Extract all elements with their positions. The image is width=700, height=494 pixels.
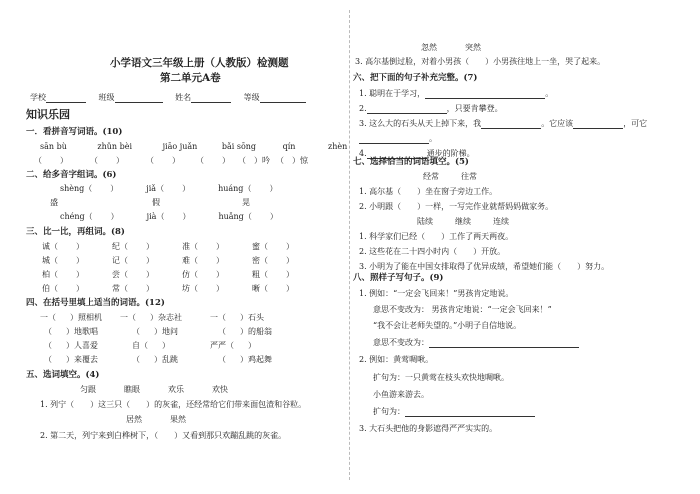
page-subtitle: 第二单元A卷 <box>160 72 221 84</box>
q6-s1: 1. 聪明在于学习， 。 <box>359 89 554 98</box>
q7-s3: 1. 科学家们已经（ ）工作了两天两夜。 <box>359 232 514 241</box>
q7-s5: 3. 小明为了能在中国女排取得了优异成绩，希望她们能（ ）努力。 <box>359 262 610 271</box>
section-title: 知识乐园 <box>26 108 70 121</box>
q4-row3: （ ）人喜爱 自（ ） 严严（ ） <box>44 341 256 350</box>
field-name: 姓名 <box>175 93 192 102</box>
q2-row2: 盛 假 晃 <box>50 198 250 207</box>
q5-sentence3: 3. 高尔基倒过脸，对着小男孩（ ）小男孩往地上一坐，哭了起来。 <box>355 57 606 66</box>
q5-sentence1: 1. 列宁（ ）这三只（ ）的灰雀，还经常给它们带来面包渣和谷粒。 <box>40 400 307 409</box>
q6-heading: 六、把下面的句子补充完整。(7) <box>353 73 478 83</box>
info-fields <box>30 93 306 103</box>
q8-e1c: “我不会让老师失望的。”小明子自信地说。 <box>373 321 522 330</box>
q6-s3: 3. 这么大的石头从天上掉下来，我 。它应该 ，可它 <box>359 119 648 128</box>
q8-e2b: 扩句为：一只黄莺在枝头欢快地啁啾。 <box>373 373 509 382</box>
q8-e2c: 小鱼游来游去。 <box>373 390 429 399</box>
q5-heading: 五、选词填空。(4) <box>26 370 100 380</box>
q8-e1: 1. 例如：“一定会飞回来！”男孩肯定地说。 <box>359 289 514 298</box>
field-school: 学校 <box>30 93 46 102</box>
q1-pinyin-row: sān bù zhǔn bèi jiāo juǎn bǎi sōng qín zhèn <box>40 142 348 151</box>
q7-s4: 2. 这些花在二十四小时内（ ）开放。 <box>359 247 506 256</box>
q5-words3: 忽然 突然 <box>421 43 481 52</box>
q7-words2: 陆续 继续 连续 <box>417 217 509 226</box>
q8-e1b: 意思不变改为： 男孩肯定地说：“一定会飞回来！” <box>373 305 552 314</box>
q4-row4: （ ）来覆去 （ ）乱跳 （ ）鸡起舞 <box>44 355 272 364</box>
q2-heading: 二、给多音字组词。(6) <box>26 170 117 180</box>
q3-heading: 三、比一比，再组词。(8) <box>26 227 125 237</box>
q3-row2: 城（ ） 记（ ） 难（ ） 密（ ） <box>42 256 294 265</box>
q3-row4: 伯（ ） 常（ ） 坊（ ） 晰（ ） <box>42 284 294 293</box>
q4-row1: 一（ ）照相机 一（ ）杂志社 一（ ）石头 <box>40 313 264 322</box>
field-class: 班级 <box>98 93 115 102</box>
q8-heading: 八、照样子写句子。(9) <box>353 273 444 283</box>
q8-e3: 3. 大石头把他的身影遮得严严实实的。 <box>359 424 498 433</box>
page-title: 小学语文三年级上册（人教版）检测题 <box>110 57 289 69</box>
q8-e1d: 意思不变改为： <box>373 338 579 348</box>
q2-row1: shèng（ ） jiǎ（ ） huáng（ ） <box>60 184 278 193</box>
q7-heading: 七、选择恰当的词语填空。(5) <box>353 157 469 167</box>
q4-row2: （ ）地歌唱 （ ）地问 （ ）的船翁 <box>44 327 272 336</box>
q5-words1: 匀跟 瞧眼 欢乐 欢快 <box>80 385 228 394</box>
q7-words1: 经常 往常 <box>423 172 477 181</box>
q6-s4: 4. 通步的阶梯。 <box>359 149 475 158</box>
q7-s2: 2. 小明跟（ ）一样，一写完作业就帮妈妈做家务。 <box>359 202 554 211</box>
q1-blank-row: （ ） （ ） （ ） （ ） （ ）吟 （ ）惊 <box>34 156 308 165</box>
q6-s2: 2. ，只要肯攀登。 <box>359 104 503 113</box>
column-divider <box>349 10 350 480</box>
q2-row3: chéng（ ） jià（ ） huǎng（ ） <box>60 212 278 221</box>
q5-words2: 居然 果然 <box>126 415 186 424</box>
q1-heading: 一．看拼音写词语。(10) <box>26 127 123 137</box>
q4-heading: 四、在括号里填上适当的词语。(12) <box>26 298 165 308</box>
q3-row1: 诚（ ） 纪（ ） 准（ ） 蜜（ ） <box>42 242 294 251</box>
q8-e2: 2. 例如：黄莺啁啾。 <box>359 355 434 364</box>
q6-s3-cont: 。 <box>359 134 437 144</box>
q8-e2d: 扩句为： <box>373 407 535 417</box>
q3-row3: 柏（ ） 尝（ ） 仿（ ） 粗（ ） <box>42 270 294 279</box>
field-grade: 等级 <box>243 93 260 102</box>
q5-sentence2: 2. 第二天，列宁来到白桦树下，（ ）又看到那只欢蹦乱跳的灰雀。 <box>40 431 287 440</box>
q7-s1: 1. 高尔基（ ）坐在窗子旁边工作。 <box>359 187 498 196</box>
